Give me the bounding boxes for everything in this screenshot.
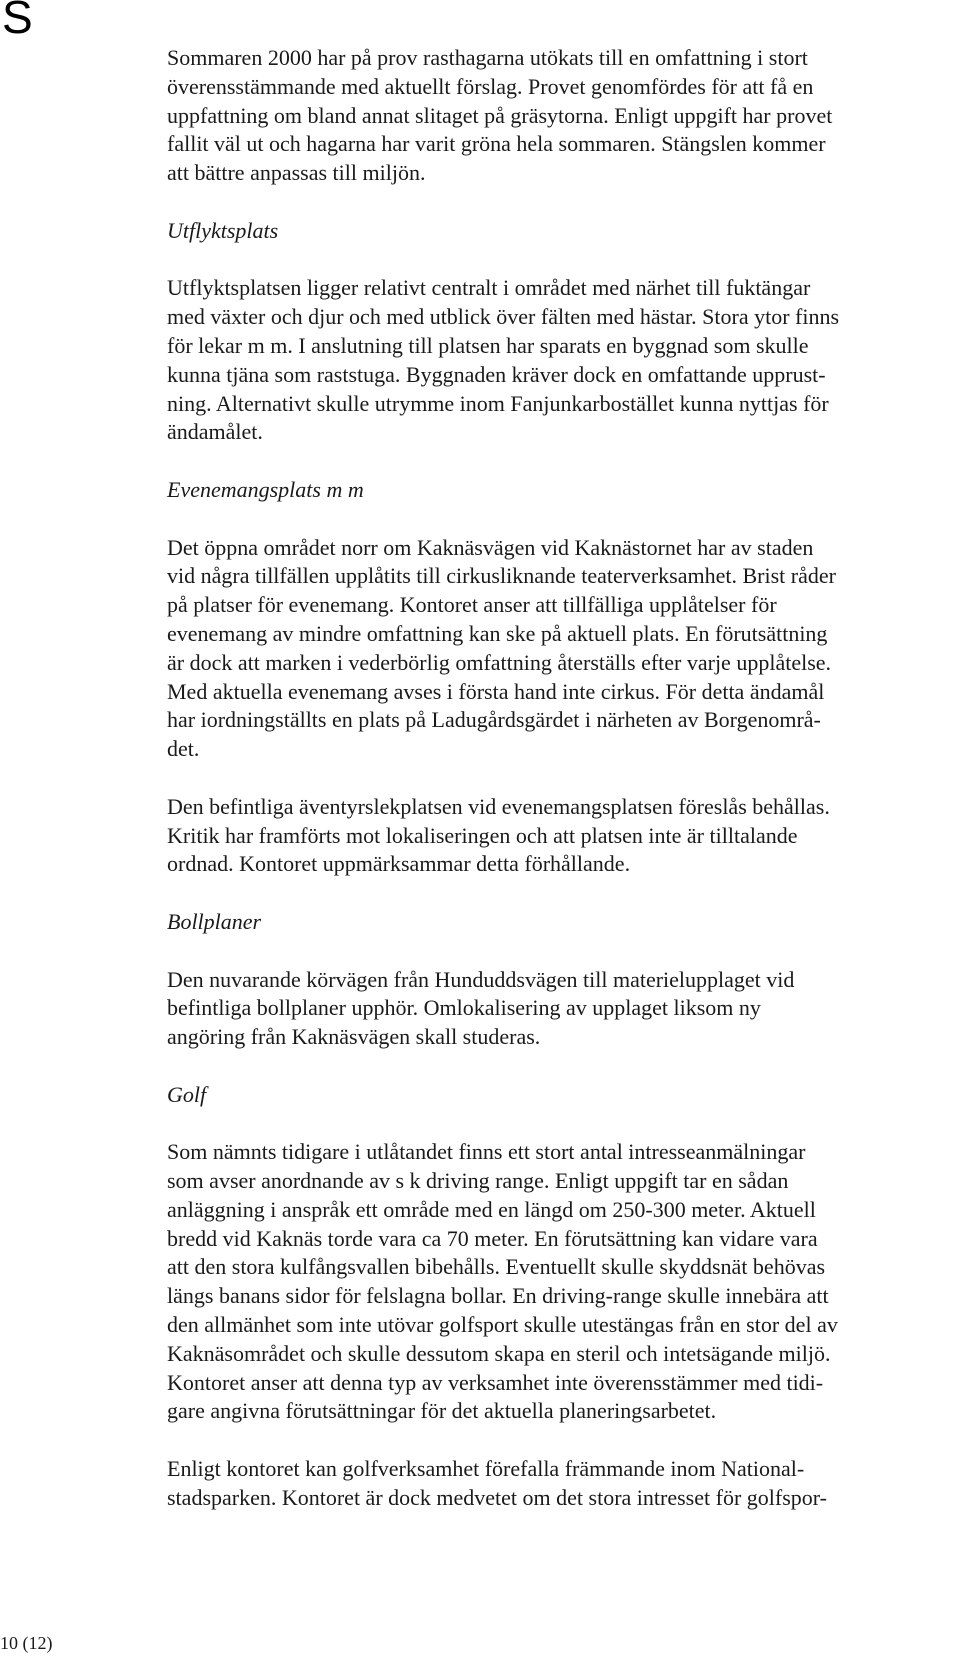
paragraph-aventyrslekplats <box>167 793 942 879</box>
text-line: Kontoret anser att denna typ av verksamhet inte överensstämmer med tidi- <box>167 1369 824 1395</box>
text-line: ning. Alternativt skulle utrymme inom Fanjunkarbostället kunna nyttjas för <box>167 390 829 416</box>
paragraph-golf <box>167 1138 942 1426</box>
text-line: Sommaren 2000 har på prov rasthagarna utökats till en omfattning i stort <box>167 45 808 70</box>
text-line: överensstämmande med aktuellt förslag. Provet genomfördes för att få en <box>167 73 814 99</box>
text-line: att den stora kulfångsvallen bibehålls. Eventuellt skulle skyddsnät behövas <box>167 1254 826 1280</box>
text-line: anläggning i anspråk ett område med en längd om 250-300 meter. Aktuell <box>167 1196 816 1222</box>
heading-golf: Golf <box>167 1081 207 1107</box>
text-line: gare angivna förutsättningar för det aktuella planeringsarbetet. <box>167 1398 717 1424</box>
text-line: som avser anordnande av s k driving range. Enligt uppgift tar en sådan <box>167 1168 789 1194</box>
paragraph-bollplaner <box>167 966 942 1052</box>
paragraph-evenemangsplats <box>167 534 942 764</box>
text-line: Den nuvarande körvägen från Hunduddsvägen till materielupplaget vid <box>167 966 795 992</box>
text-line: Som nämnts tidigare i utlåtandet finns ett stort antal intresseanmälningar <box>167 1139 806 1165</box>
text-line: vid några tillfällen upplåtits till cirkusliknande teaterverksamhet. Brist råder <box>167 563 836 589</box>
section-letter: S <box>2 0 33 43</box>
document-body <box>167 44 942 1513</box>
paragraph-utflyktsplats <box>167 274 942 447</box>
text-line: Utflyktsplatsen ligger relativt centralt i området med närhet till fuktängar <box>167 275 811 301</box>
text-line: ordnad. Kontoret uppmärksammar detta förhållande. <box>167 851 631 877</box>
text-line: har iordningställts en plats på Ladugårdsgärdet i närheten av Borgenområ- <box>167 707 821 733</box>
text-line: på platser för evenemang. Kontoret anser att tillfälliga upplåtelser för <box>167 592 777 618</box>
paragraph-rasthagar <box>167 44 942 188</box>
text-line: bredd vid Kaknäs torde vara ca 70 meter. En förutsättning kan vidare vara <box>167 1225 818 1251</box>
text-line: stadsparken. Kontoret är dock medvetet om det stora intresset för golfspor- <box>167 1484 827 1510</box>
paragraph-golf-nationalstadsparken <box>167 1455 942 1513</box>
text-line: den allmänhet som inte utövar golfsport skulle utestängas från en stor del av <box>167 1312 838 1338</box>
page-number: 10 (12) <box>0 1633 53 1653</box>
text-line: evenemang av mindre omfattning kan ske på aktuell plats. En förutsättning <box>167 620 828 646</box>
text-line: Den befintliga äventyrslekplatsen vid evenemangsplatsen föreslås behållas. <box>167 793 830 819</box>
text-line: för lekar m m. I anslutning till platsen har sparats en byggnad som skulle <box>167 332 809 358</box>
text-line: att bättre anpassas till miljön. <box>167 160 426 186</box>
text-line: är dock att marken i vederbörlig omfattning återställs efter varje upplåtelse. <box>167 649 832 675</box>
text-line: det. <box>167 736 200 762</box>
heading-bollplaner: Bollplaner <box>167 908 262 934</box>
text-line: med växter och djur och med utblick över fälten med hästar. Stora ytor finns <box>167 304 840 330</box>
text-line: Det öppna området norr om Kaknäsvägen vid Kaknästornet har av staden <box>167 534 814 560</box>
heading-utflyktsplats: Utflyktsplats <box>167 217 279 243</box>
text-line: kunna tjäna som raststuga. Byggnaden kräver dock en omfattande upprust- <box>167 361 826 387</box>
text-line: ändamålet. <box>167 419 263 445</box>
text-line: Med aktuella evenemang avses i första hand inte cirkus. För detta ändamål <box>167 678 825 704</box>
text-line: uppfattning om bland annat slitaget på gräsytorna. Enligt uppgift har provet <box>167 102 833 128</box>
text-line: angöring från Kaknäsvägen skall studeras. <box>167 1024 541 1050</box>
text-line: längs banans sidor för felslagna bollar. En driving-range skulle innebära att <box>167 1283 829 1309</box>
text-line: Kritik har framförts mot lokaliseringen och att platsen inte är tilltalande <box>167 822 798 848</box>
heading-evenemangsplats: Evenemangsplats m m <box>167 476 364 502</box>
text-line: fallit väl ut och hagarna har varit gröna hela sommaren. Stängslen kommer <box>167 131 826 157</box>
text-line: Kaknäsområdet och skulle dessutom skapa en steril och intetsägande miljö. <box>167 1340 831 1366</box>
text-line: Enligt kontoret kan golfverksamhet förefalla främmande inom National- <box>167 1456 805 1482</box>
text-line: befintliga bollplaner upphör. Omlokalisering av upplaget liksom ny <box>167 995 761 1021</box>
